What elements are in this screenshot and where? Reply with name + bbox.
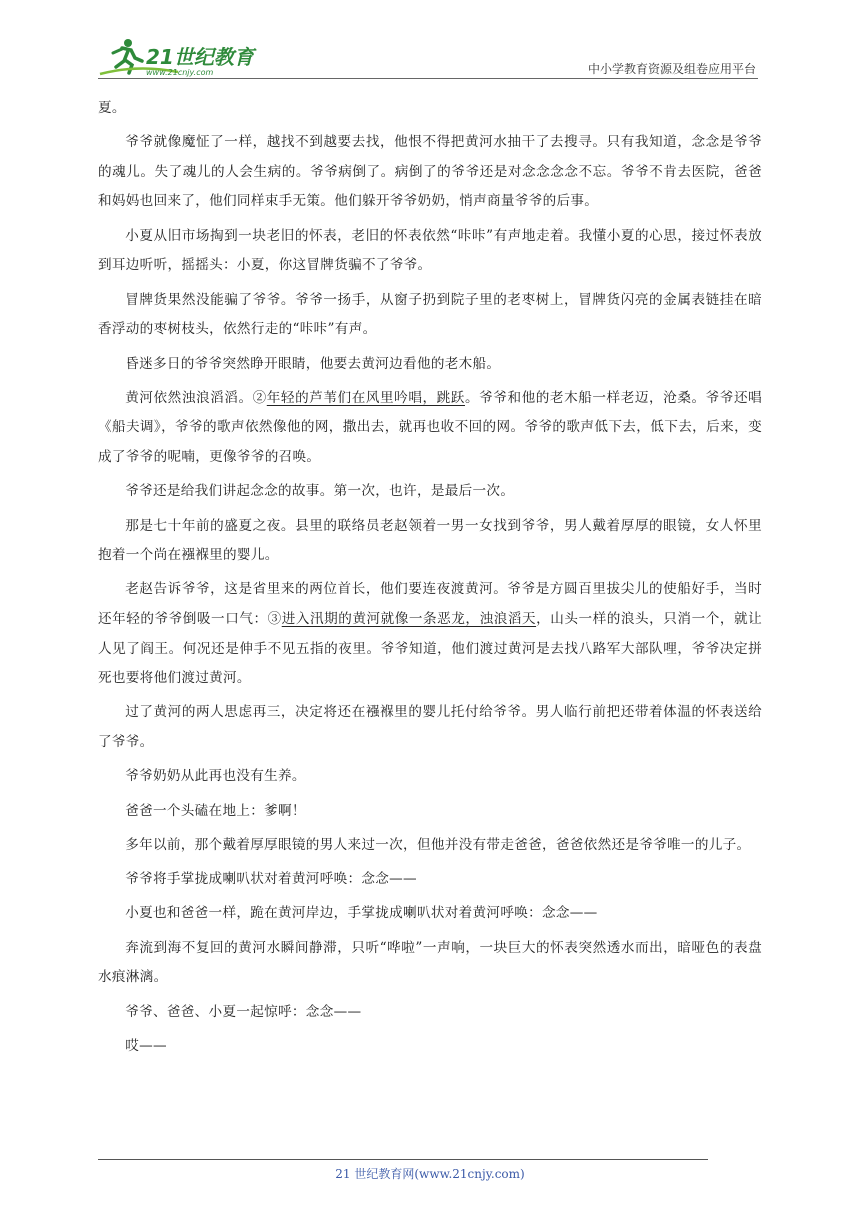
- paragraph: [98, 512, 762, 571]
- text-run: 哎——: [125, 1037, 167, 1054]
- text-run: 老赵告诉爷爷，这是省里来的两位首长，他们要连夜渡黄河。爷爷是方圆百里拔尖儿的使船好手，当时还年轻的爷爷倒吸一口气：③: [98, 581, 762, 627]
- site-logo[interactable]: [98, 34, 278, 78]
- text-run: 小夏从旧市场掏到一块老旧的怀表，老旧的怀表依然“咔咔”有声地走着。我懂小夏的心思，接过怀表放到耳边听听，摇摇头：小夏，你这冒牌货骗不了爷爷。: [98, 227, 762, 274]
- paragraph: [98, 350, 762, 380]
- paragraph: [98, 899, 762, 929]
- paragraph: [98, 865, 762, 895]
- text-run: 过了黄河的两人思虑再三，决定将还在襁褓里的婴儿托付给爷爷。男人临行前把还带着体温的怀表送给了爷爷。: [98, 704, 762, 751]
- paragraph: [98, 94, 762, 124]
- paragraph: [98, 934, 762, 993]
- text-run: 奔流到海不复回的黄河水瞬间静滞，只听“哗啦”一声响，一块巨大的怀表突然透水而出，暗哑色的表盘水痕淋漓。: [98, 939, 762, 986]
- runner-logo-icon: [98, 34, 278, 78]
- text-run: ，山头一样的浪头，只消一个，就让人见了阎王。何况还是伸手不见五指的夜里。爷爷知道，他们渡过黄河是去找八路军大部队哩，爷爷决定拼死也要将他们渡过黄河。: [98, 611, 762, 687]
- text-run: 爷爷就像魔怔了一样，越找不到越要去找，他恨不得把黄河水抽干了去搜寻。只有我知道，念念是爷爷的魂儿。失了魂儿的人会生病的。爷爷病倒了。病倒了的爷爷还是对念念念念不忘。爷爷不肯去医院，爸爸和妈妈也回来了，他们同样束手无策。他们躲开爷爷奶奶，悄声商量爷爷的后事。: [98, 134, 762, 210]
- text-run: 那是七十年前的盛夏之夜。县里的联络员老赵领着一男一女找到爷爷，男人戴着厚厚的眼镜，女人怀里抱着一个尚在襁褓里的婴儿。: [98, 517, 762, 564]
- paragraph: [98, 1032, 762, 1062]
- paragraph: [98, 222, 762, 281]
- text-run: 小夏也和爸爸一样，跪在黄河岸边，手掌拢成喇叭状对着黄河呼唤：念念——: [125, 905, 598, 922]
- paragraph: [98, 698, 762, 757]
- underlined-sentence: 年轻的芦苇们在风里吟唱，跳跃: [266, 389, 465, 406]
- text-run: 夏。: [98, 100, 126, 116]
- footer-divider: [98, 1159, 708, 1160]
- text-run: 黄河依然浊浪滔滔。②: [125, 389, 267, 406]
- paragraph: [98, 998, 762, 1028]
- paragraph: [98, 762, 762, 792]
- paragraph: [98, 286, 762, 345]
- logo-text: 21世纪教育: [146, 45, 254, 69]
- text-run: 。爷爷和他的老木船一样老迈，沧桑。爷爷还唱《船夫调》，爷爷的歌声依然像他的网，撒出去，就再也收不回的网。爷爷的歌声低下去，低下去，后来，变成了爷爷的呢喃，更像爷爷的召唤。: [98, 389, 762, 465]
- text-run: 爷爷将手掌拢成喇叭状对着黄河呼唤：念念——: [125, 871, 417, 888]
- text-run: 冒牌货果然没能骗了爷爷。爷爷一扬手，从窗子扔到院子里的老枣树上，冒牌货闪亮的金属表链挂在暗香浮动的枣树枝头，依然行走的“咔咔”有声。: [98, 291, 762, 338]
- header-divider: [98, 78, 758, 79]
- footer-source[interactable]: 21 世纪教育网(www.21cnjy.com): [335, 1167, 525, 1181]
- platform-name: 中小学教育资源及组卷应用平台: [587, 62, 756, 76]
- text-run: 爷爷还是给我们讲起念念的故事。第一次，也许，是最后一次。: [125, 483, 515, 500]
- paragraph: [98, 797, 762, 827]
- page-header: [98, 34, 758, 80]
- paragraph: [98, 477, 762, 507]
- paragraph: [98, 575, 762, 693]
- paragraph: [98, 831, 762, 861]
- text-run: 昏迷多日的爷爷突然睁开眼睛，他要去黄河边看他的老木船。: [125, 355, 501, 372]
- text-run: 爸爸一个头磕在地上：爹啊！: [125, 802, 306, 819]
- paragraph: [98, 128, 762, 217]
- logo-url: www.21cnjy.com: [146, 68, 214, 77]
- text-run: 爷爷、爸爸、小夏一起惊呼：念念——: [125, 1003, 362, 1020]
- story-text: [98, 94, 762, 1062]
- underlined-sentence: 进入汛期的黄河就像一条恶龙，浊浪滔天: [281, 611, 537, 627]
- text-run: 多年以前，那个戴着厚厚眼镜的男人来过一次，但他并没有带走爸爸，爸爸依然还是爷爷唯一的儿子。: [125, 836, 751, 853]
- text-run: 爷爷奶奶从此再也没有生养。: [125, 768, 306, 785]
- paragraph: [98, 384, 762, 473]
